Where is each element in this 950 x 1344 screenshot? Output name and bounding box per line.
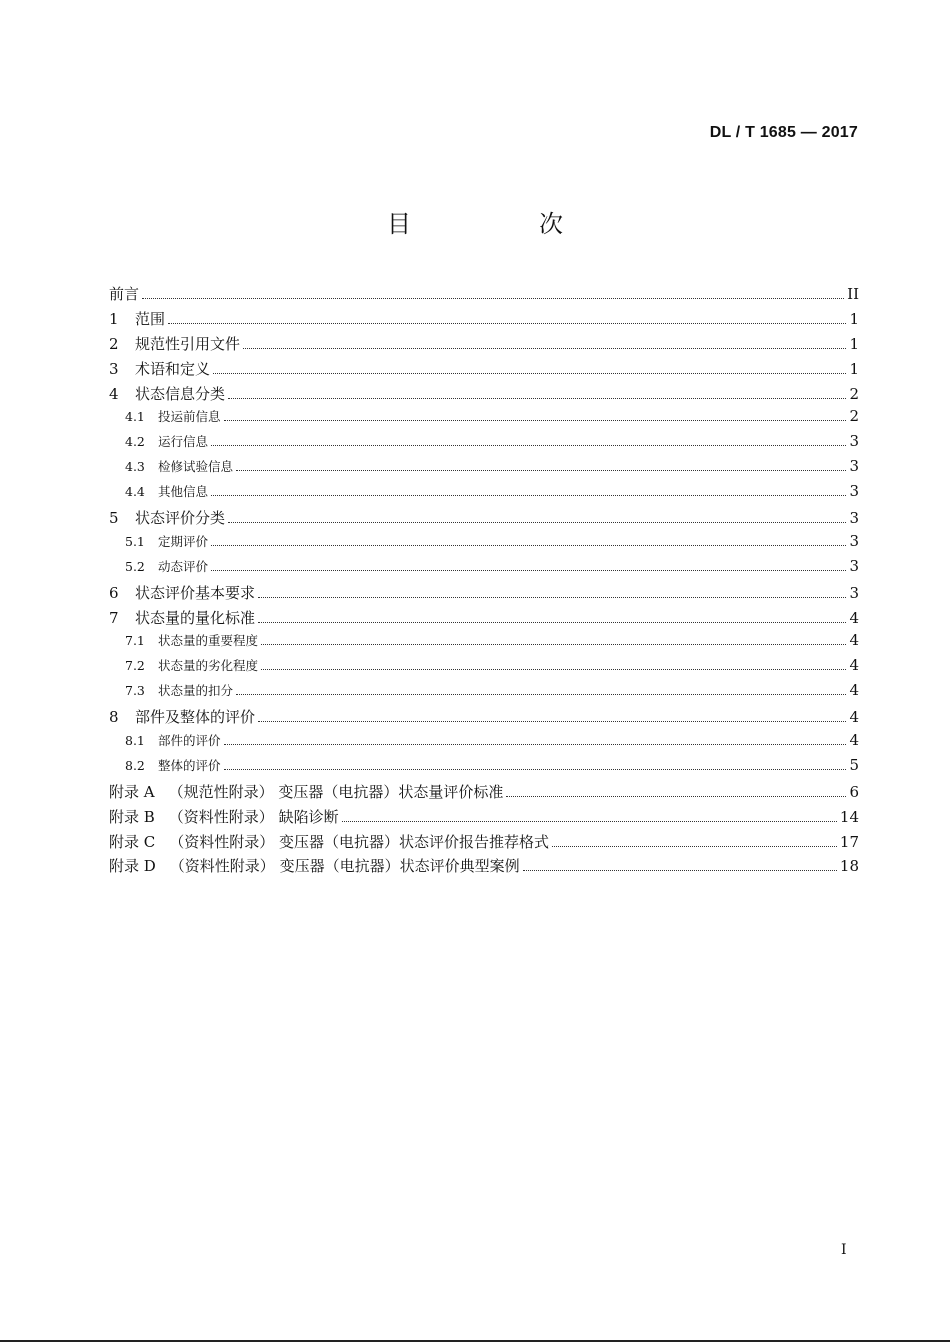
toc-entry[interactable]	[109, 383, 859, 408]
toc-entry[interactable]	[109, 308, 859, 333]
toc-entry-page: 1	[849, 309, 859, 328]
toc-entry-number: 附录 D	[109, 857, 156, 876]
toc-dot-leader	[258, 621, 846, 623]
toc-entry-page: 4	[849, 608, 859, 627]
toc-entry[interactable]	[109, 756, 859, 781]
toc-entry[interactable]	[109, 831, 859, 856]
toc-entry-page: 4	[849, 656, 859, 675]
toc-entry-label: 投运前信息	[158, 409, 221, 425]
toc-dot-leader	[211, 494, 846, 496]
toc-entry-number: 4.2	[125, 434, 145, 450]
toc-entry-number: 8.1	[125, 733, 145, 749]
toc-entry[interactable]	[109, 607, 859, 632]
toc-dot-leader	[258, 720, 846, 722]
toc-entry[interactable]	[109, 407, 859, 432]
page-number: I	[841, 1242, 847, 1258]
toc-entry-label: （资料性附录） 变压器（电抗器）状态评价典型案例	[169, 857, 520, 876]
toc-entry-number: 5.2	[125, 558, 145, 574]
toc-entry[interactable]	[109, 656, 859, 681]
toc-entry[interactable]	[109, 631, 859, 656]
toc-dot-leader	[142, 297, 844, 299]
toc-entry-page: 2	[849, 384, 859, 403]
toc-entry-label: 状态量的重要程度	[158, 633, 259, 649]
toc-entry[interactable]	[109, 507, 859, 532]
toc-dot-leader	[211, 444, 846, 446]
toc-entry-page: 1	[849, 359, 859, 378]
toc-dot-leader	[506, 795, 846, 797]
toc-entry-label: 范围	[135, 309, 166, 328]
toc-dot-leader	[211, 569, 846, 571]
toc-entry-number: 6	[109, 583, 119, 602]
toc-entry-page: 3	[849, 432, 859, 451]
toc-entry[interactable]	[109, 582, 859, 607]
toc-entry-page: 3	[849, 509, 859, 528]
toc-entry-number: 8	[109, 708, 119, 727]
toc-entry-label: 状态量的量化标准	[135, 608, 256, 627]
toc-dot-leader	[552, 845, 837, 847]
toc-entry[interactable]	[109, 432, 859, 457]
toc-entry-label: 运行信息	[158, 434, 209, 450]
toc-entry-number: 5.1	[125, 533, 145, 549]
toc-entry-page: 18	[839, 857, 859, 876]
toc-entry-number: 5	[109, 509, 119, 528]
toc-dot-leader	[261, 668, 846, 670]
toc-entry[interactable]	[109, 855, 859, 880]
toc-entry[interactable]	[109, 358, 859, 383]
toc-entry-number: 7.2	[125, 658, 145, 674]
toc-dot-leader	[261, 643, 846, 645]
toc-dot-leader	[228, 397, 846, 399]
toc-entry-page: 3	[849, 482, 859, 501]
toc-entry-number: 4	[109, 384, 119, 403]
standard-code: DL / T 1685 — 2017	[709, 124, 858, 141]
toc-dot-leader	[258, 596, 846, 598]
toc-entry-page: 4	[849, 731, 859, 750]
toc-entry-page: 2	[849, 407, 859, 426]
toc-entry-page: 5	[849, 755, 859, 774]
toc-entry-page: 4	[849, 708, 859, 727]
toc-entry[interactable]	[109, 532, 859, 557]
toc-entry-label: （规范性附录） 变压器（电抗器）状态量评价标准	[168, 782, 504, 801]
toc-entry-label: 状态信息分类	[135, 384, 226, 403]
toc-entry-label: （资料性附录） 变压器（电抗器）状态评价报告推荐格式	[169, 832, 550, 851]
toc-entry[interactable]	[109, 457, 859, 482]
toc-dot-leader	[236, 693, 846, 695]
toc-entry[interactable]	[109, 681, 859, 706]
toc-entry-number: 附录 B	[109, 807, 155, 826]
toc-entry-page: 4	[849, 631, 859, 650]
toc-entry-number: 7	[109, 608, 119, 627]
bottom-divider	[0, 1340, 950, 1342]
toc-entry-page: 17	[839, 832, 859, 851]
toc-dot-leader	[342, 820, 837, 822]
table-of-contents	[109, 283, 859, 880]
toc-entry-page: 1	[849, 334, 859, 353]
toc-entry-label: 术语和定义	[135, 359, 211, 378]
toc-dot-leader	[213, 372, 846, 374]
toc-entry-number: 8.2	[125, 757, 145, 773]
toc-dot-leader	[168, 322, 846, 324]
toc-entry-number: 4.1	[125, 409, 145, 425]
toc-entry-page: 3	[849, 531, 859, 550]
toc-entry-number: 7.3	[125, 683, 145, 699]
toc-entry-number: 附录 A	[109, 782, 155, 801]
toc-entry-label: 其他信息	[158, 484, 209, 500]
toc-dot-leader	[236, 469, 846, 471]
toc-entry[interactable]	[109, 283, 859, 308]
toc-entry-number: 1	[109, 309, 119, 328]
toc-entry[interactable]	[109, 482, 859, 507]
toc-entry-label: 部件及整体的评价	[135, 708, 256, 727]
toc-entry[interactable]	[109, 806, 859, 831]
toc-dot-leader	[211, 544, 846, 546]
toc-entry-label: （资料性附录） 缺陷诊断	[168, 807, 339, 826]
page-title: 目 次	[387, 210, 615, 238]
toc-entry-label: 部件的评价	[158, 733, 221, 749]
toc-entry-number: 4.4	[125, 484, 145, 500]
toc-dot-leader	[243, 347, 846, 349]
toc-entry-label: 状态评价基本要求	[135, 583, 256, 602]
toc-entry-number: 3	[109, 359, 119, 378]
toc-entry-number: 附录 C	[109, 832, 156, 851]
toc-entry-number: 4.3	[125, 459, 145, 475]
toc-entry-page: 4	[849, 681, 859, 700]
toc-entry-page: 3	[849, 583, 859, 602]
toc-entry-page: 6	[849, 782, 859, 801]
toc-dot-leader	[224, 743, 847, 745]
toc-entry-label: 定期评价	[158, 533, 209, 549]
toc-entry-page: 3	[849, 556, 859, 575]
toc-entry[interactable]	[109, 333, 859, 358]
toc-entry-label: 动态评价	[158, 558, 209, 574]
toc-entry[interactable]	[109, 781, 859, 806]
toc-entry-label: 整体的评价	[158, 757, 221, 773]
toc-entry-label: 状态量的扣分	[158, 683, 234, 699]
toc-entry-label: 规范性引用文件	[135, 334, 241, 353]
toc-dot-leader	[523, 869, 837, 871]
toc-entry-label: 检修试验信息	[158, 459, 234, 475]
toc-entry-number: 2	[109, 334, 119, 353]
toc-entry[interactable]	[109, 557, 859, 582]
toc-entry[interactable]	[109, 706, 859, 731]
toc-entry-page: 3	[849, 457, 859, 476]
toc-dot-leader	[224, 419, 847, 421]
toc-entry-label: 前言	[109, 285, 140, 303]
toc-entry[interactable]	[109, 731, 859, 756]
toc-entry-label: 状态评价分类	[135, 509, 226, 528]
toc-entry-label: 状态量的劣化程度	[158, 658, 259, 674]
toc-dot-leader	[224, 768, 847, 770]
toc-dot-leader	[228, 521, 846, 523]
toc-entry-number: 7.1	[125, 633, 145, 649]
toc-entry-page: II	[847, 285, 859, 303]
toc-entry-page: 14	[839, 807, 859, 826]
